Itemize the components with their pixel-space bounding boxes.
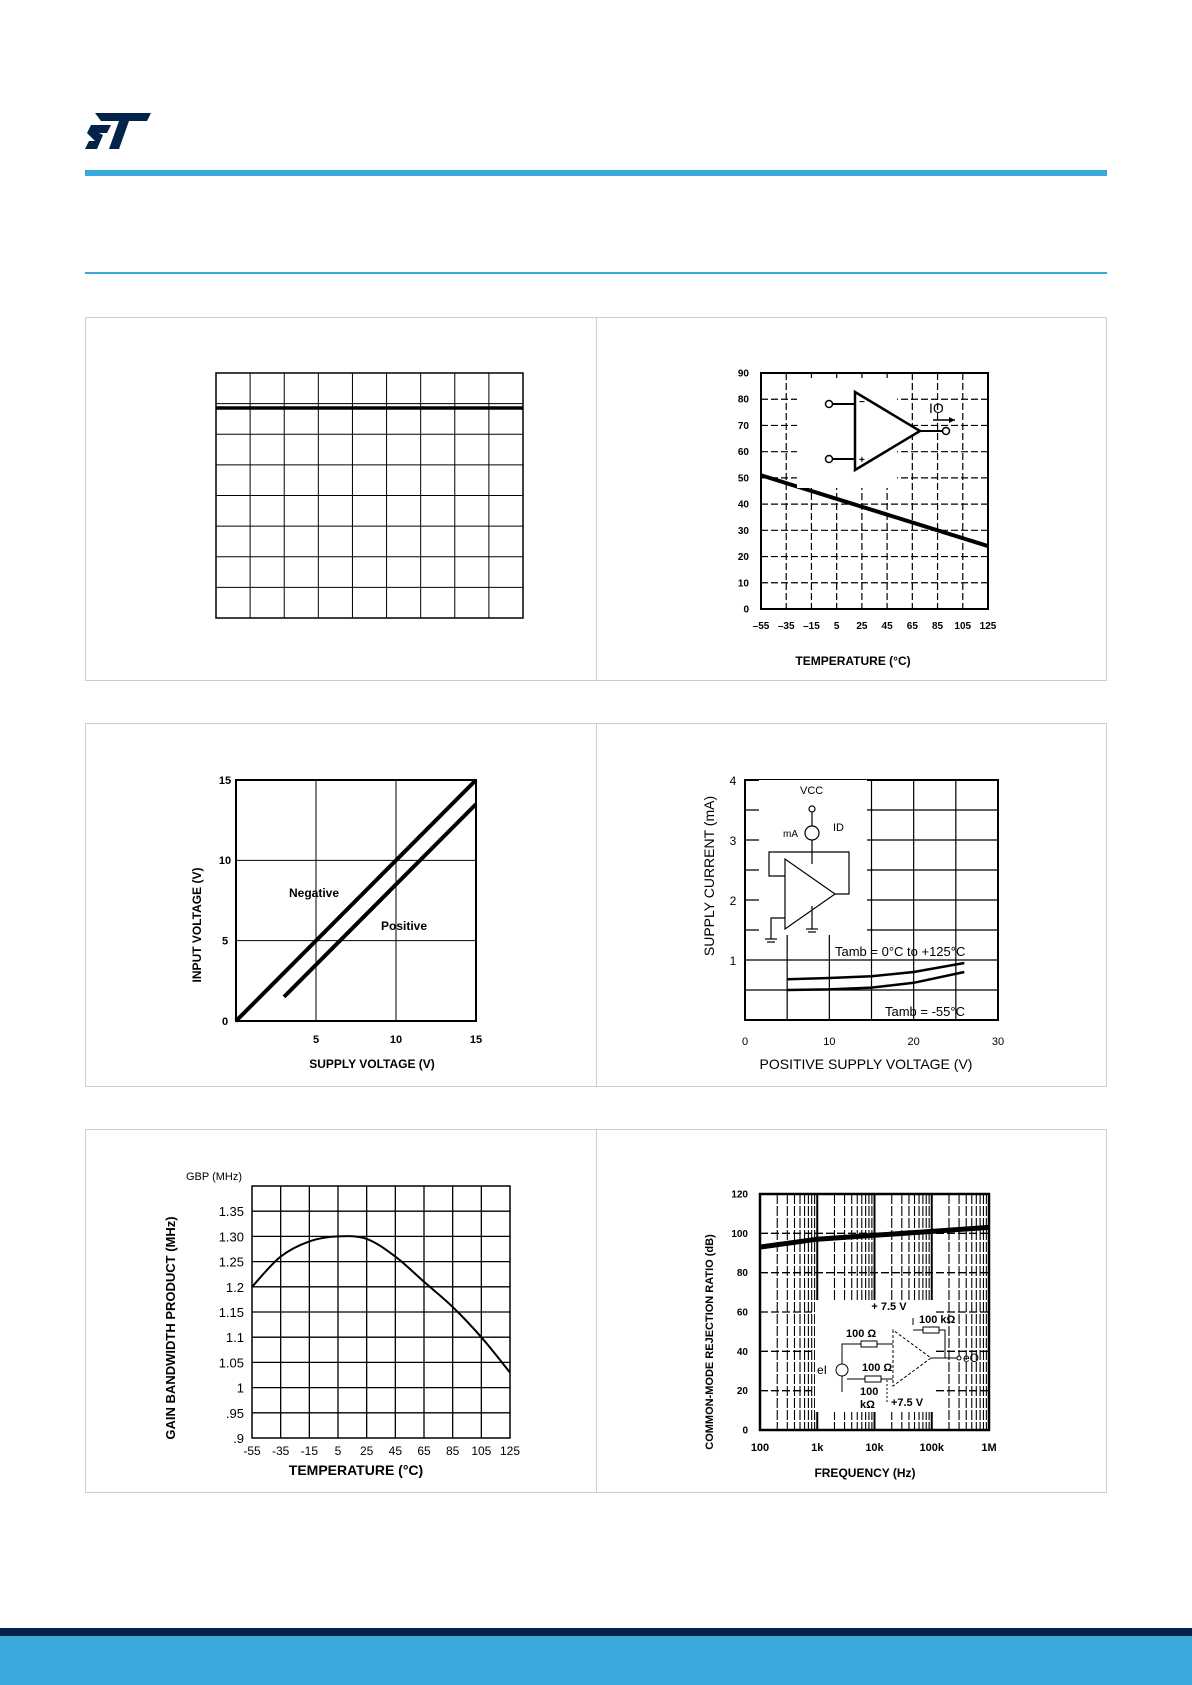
x-tick-label: -35 bbox=[271, 1444, 290, 1458]
y-axis-title: GAIN BANDWIDTH PRODUCT (MHz) bbox=[163, 1216, 178, 1440]
positive-label: Positive bbox=[381, 919, 428, 933]
x-tick-label: 45 bbox=[388, 1444, 403, 1458]
id-label: ID bbox=[833, 822, 844, 834]
ma-label: mA bbox=[783, 829, 798, 840]
x-tick-label: 85 bbox=[931, 621, 944, 632]
rgnd-label-a: 100 bbox=[860, 1386, 879, 1398]
x-tick-label: -15 bbox=[300, 1444, 319, 1458]
figure-panel-2 bbox=[596, 317, 1107, 681]
y-tick-label: 70 bbox=[737, 420, 749, 432]
x-tick-label: 15 bbox=[469, 1034, 483, 1046]
opamp-circuit-diagram bbox=[797, 378, 955, 488]
x-axis-title: TEMPERATURE (°C) bbox=[795, 654, 911, 668]
x-tick-label: 10 bbox=[389, 1034, 403, 1046]
figure-3-chart bbox=[86, 724, 598, 1088]
x-tick-label: 10 bbox=[823, 1036, 836, 1048]
x-tick-label: 65 bbox=[906, 621, 918, 632]
figure-panel-4 bbox=[596, 723, 1107, 1087]
x-tick-label: 20 bbox=[907, 1036, 920, 1048]
x-tick-label: -55 bbox=[243, 1444, 261, 1458]
hot-curve-label: Tamb = 0°C to +125°C bbox=[835, 944, 966, 959]
x-tick-label: 30 bbox=[991, 1036, 1005, 1048]
y-tick-label: 40 bbox=[737, 499, 749, 511]
y-tick-label: 1 bbox=[729, 954, 737, 968]
x-tick-label: 25 bbox=[359, 1444, 374, 1458]
y-tick-label: 50 bbox=[737, 473, 749, 485]
y-tick-label: 5 bbox=[221, 935, 229, 948]
y-tick-label: 1.35 bbox=[218, 1204, 244, 1220]
figure-panel-3 bbox=[85, 723, 597, 1087]
y-tick-label: 60 bbox=[736, 1307, 748, 1319]
header-accent-bar bbox=[85, 170, 1107, 176]
y-axis-title: INPUT VOLTAGE (V) bbox=[190, 867, 204, 983]
cold-curve-label: Tamb = -55°C bbox=[885, 1004, 965, 1019]
y-tick-label: 2 bbox=[729, 894, 737, 908]
vcc-label: VCC bbox=[800, 785, 824, 797]
x-axis-title: POSITIVE SUPPLY VOLTAGE (V) bbox=[759, 1056, 973, 1072]
positive-series-line bbox=[284, 804, 476, 997]
st-logo bbox=[85, 113, 155, 149]
y-tick-label: 1.15 bbox=[218, 1305, 244, 1320]
x-tick-label: 100k bbox=[919, 1442, 944, 1454]
svg-text:−: − bbox=[859, 397, 865, 408]
y-tick-label: 1.1 bbox=[225, 1330, 244, 1346]
figure-4-chart bbox=[597, 724, 1108, 1088]
x-tick-label: 125 bbox=[499, 1444, 521, 1458]
x-tick-label: 5 bbox=[833, 621, 840, 632]
figure-6-chart bbox=[597, 1130, 1108, 1494]
gbp-series-line bbox=[252, 1236, 510, 1372]
header-divider bbox=[85, 272, 1107, 274]
y-tick-label: 20 bbox=[737, 552, 749, 564]
figure-panel-5 bbox=[85, 1129, 597, 1493]
figure-panel-1 bbox=[85, 317, 597, 681]
y-tick-label: 0 bbox=[742, 1425, 748, 1437]
y-tick-label: 1.25 bbox=[218, 1254, 244, 1270]
y-tick-label: 1 bbox=[236, 1380, 244, 1396]
y-tick-label: 1.2 bbox=[225, 1279, 244, 1295]
svg-text:+: + bbox=[859, 455, 865, 466]
y-unit-label: GBP (MHz) bbox=[186, 1171, 243, 1183]
negative-label: Negative bbox=[289, 886, 340, 900]
x-tick-label: –55 bbox=[752, 621, 770, 632]
y-tick-label: 90 bbox=[737, 368, 749, 380]
y-tick-label: 40 bbox=[736, 1346, 748, 1358]
figure-5-chart bbox=[86, 1130, 598, 1494]
figure-1-chart bbox=[86, 318, 598, 682]
y-tick-label: 80 bbox=[737, 394, 749, 406]
y-tick-label: 15 bbox=[218, 774, 232, 787]
rin1-label: 100 Ω bbox=[846, 1328, 877, 1340]
ei-label: eI bbox=[817, 1363, 828, 1377]
vplus-label: + 7.5 V bbox=[871, 1301, 907, 1313]
x-tick-label: –35 bbox=[777, 621, 795, 632]
y-tick-label: 120 bbox=[731, 1189, 748, 1201]
rfb-label: 100 kΩ bbox=[919, 1314, 956, 1326]
y-tick-label: 30 bbox=[737, 525, 749, 537]
eo-label: eO bbox=[963, 1351, 980, 1365]
y-axis-title: SUPPLY CURRENT (mA) bbox=[701, 795, 717, 957]
y-tick-label: 20 bbox=[736, 1386, 748, 1398]
footer-accent-bar bbox=[0, 1636, 1192, 1685]
x-tick-label: 85 bbox=[445, 1444, 460, 1458]
rin2-label: 100 Ω bbox=[862, 1362, 893, 1374]
x-tick-label: 5 bbox=[312, 1034, 320, 1046]
y-tick-label: 0 bbox=[743, 604, 749, 616]
y-tick-label: .95 bbox=[225, 1405, 244, 1421]
x-tick-label: 100 bbox=[750, 1442, 770, 1454]
y-tick-label: 1.30 bbox=[218, 1229, 244, 1245]
y-axis-title: COMMON-MODE REJECTION RATIO (dB) bbox=[704, 1234, 716, 1450]
x-tick-label: 105 bbox=[954, 621, 972, 632]
negative-series-line bbox=[236, 780, 476, 1021]
x-tick-label: 45 bbox=[881, 621, 893, 632]
x-tick-label: –15 bbox=[803, 621, 820, 632]
figure-panel-6 bbox=[596, 1129, 1107, 1493]
y-tick-label: 60 bbox=[737, 447, 749, 459]
rgnd-label-b: kΩ bbox=[860, 1399, 875, 1411]
x-tick-label: 65 bbox=[417, 1444, 431, 1458]
x-tick-label: 1k bbox=[811, 1442, 824, 1454]
cmrr-circuit-diagram bbox=[815, 1300, 979, 1412]
footer-dark-bar bbox=[0, 1628, 1192, 1636]
y-tick-label: .9 bbox=[233, 1431, 244, 1446]
y-tick-label: 10 bbox=[218, 855, 232, 868]
y-tick-label: 1.05 bbox=[218, 1355, 244, 1371]
x-tick-label: 10k bbox=[865, 1442, 884, 1454]
figure-2-chart bbox=[597, 318, 1108, 682]
supply-current-circuit-diagram bbox=[759, 780, 867, 942]
x-tick-label: 0 bbox=[741, 1036, 749, 1048]
y-tick-label: 4 bbox=[729, 774, 737, 788]
x-tick-label: 5 bbox=[334, 1444, 342, 1458]
x-axis-title: FREQUENCY (Hz) bbox=[814, 1466, 916, 1480]
y-tick-label: 10 bbox=[737, 578, 749, 590]
vminus-label: +7.5 V bbox=[890, 1397, 924, 1409]
y-tick-label: 80 bbox=[736, 1268, 748, 1280]
x-tick-label: 105 bbox=[471, 1444, 492, 1458]
x-tick-label: 125 bbox=[979, 621, 997, 632]
y-tick-label: 0 bbox=[221, 1015, 229, 1028]
x-axis-title: TEMPERATURE (°C) bbox=[288, 1462, 424, 1478]
y-tick-label: 100 bbox=[731, 1228, 748, 1240]
output-current-label: IO bbox=[929, 400, 944, 416]
x-tick-label: 1M bbox=[981, 1442, 997, 1454]
x-axis-title: SUPPLY VOLTAGE (V) bbox=[309, 1057, 435, 1071]
y-tick-label: 3 bbox=[729, 834, 737, 848]
x-tick-label: 25 bbox=[856, 621, 868, 632]
